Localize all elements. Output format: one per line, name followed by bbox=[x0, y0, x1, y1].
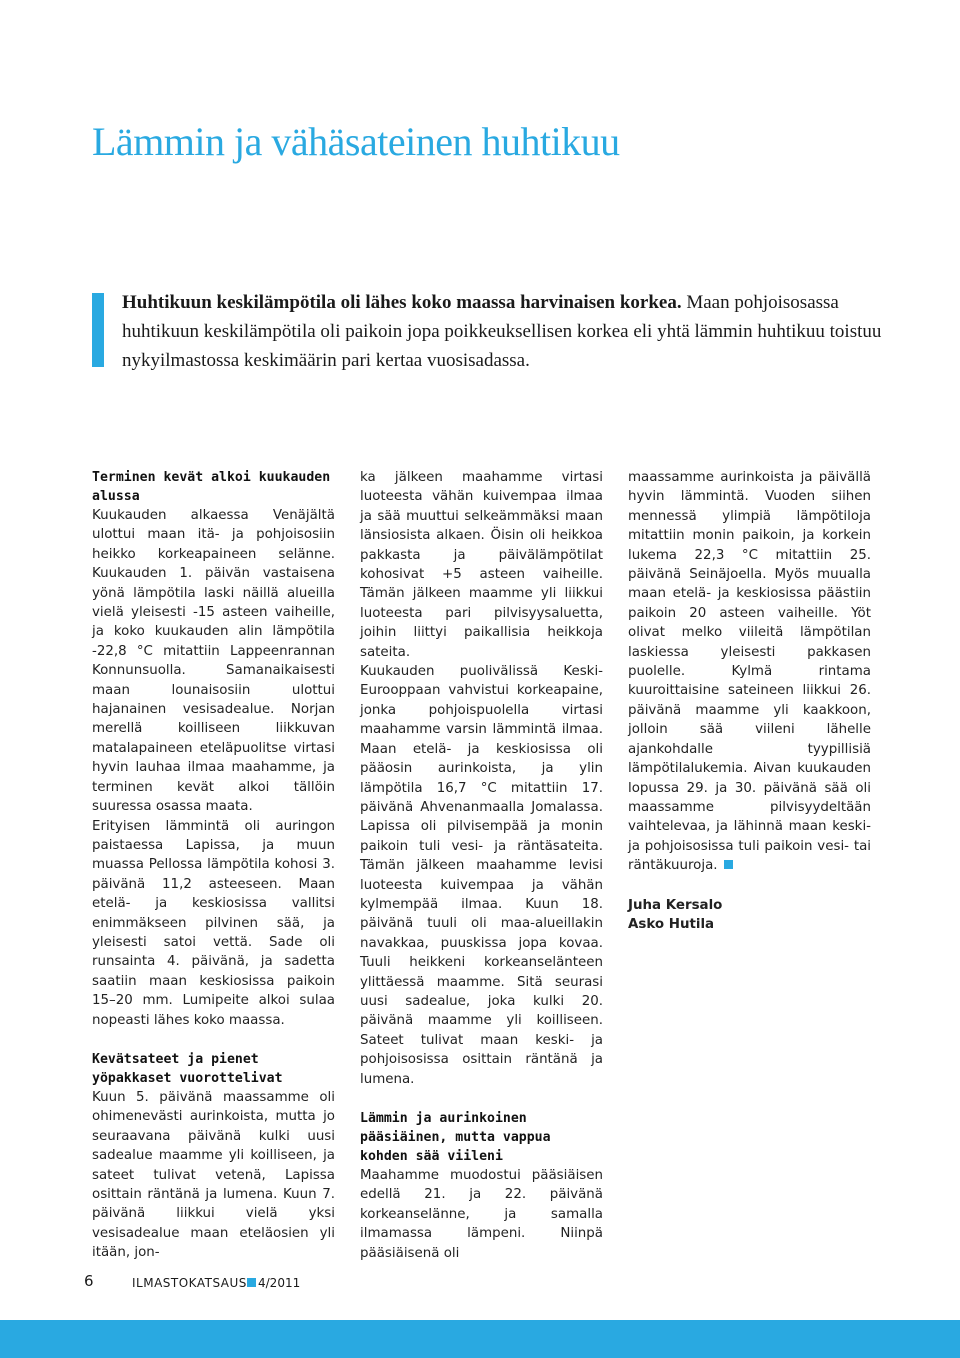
lead-paragraph bbox=[122, 288, 902, 375]
paragraph: Maahamme muodostui pääsiäisen edellä 21. ja 22. päivänä korkeanselänne, ja samalla ilmamassa lämpeni. Niinpä pääsiäisenä oli bbox=[360, 1168, 603, 1261]
end-square-icon bbox=[724, 860, 733, 869]
paragraph: Kuukauden puolivälissä Keski-Eurooppaan vahvistui korkeapaine, jonka pohjoispuolella virtasi maahamme varsin lämmintä ilmaa. Maan etelä- ja keskiosissa oli pääosin aurinkoista, ja ylin lämpötila 16,7 °C mitattiin 17. päivänä Ahvenanmaalla Jomalassa. Lapissa oli pilvisempää ja monin paikoin tuli vesi- ja räntäsateita. Tämän jälkeen maahamme levisi luoteesta kuivempaa ja vähän kylmempää ilmaa. Kuun 18. päivänä tuuli oli maa-alueillakin navakkaa, puuskissa jopa kovaa. Tuuli heikkeni korkeanselänteen ylittäessä maamme. Sitä seurasi uusi sadealue, joka kulki 20. päivänä maamme yli koilliseen. Sateet tulivat maan keski- ja pohjoisosissa osittain räntänä ja lumena. bbox=[360, 664, 603, 1087]
footer-square-icon bbox=[247, 1278, 256, 1287]
section-heading: Kevätsateet ja pienet yöpakkaset vuorottelivat bbox=[92, 1051, 283, 1086]
column-2 bbox=[360, 468, 603, 1263]
paragraph-text: maassamme aurinkoista ja päivällä hyvin lämmintä. Vuoden siihen mennessä ylimpiä lämpötiloja mitattiin monin paikoin, ja korkein lukema 22,3 °C mitattiin 25. päivänä Seinäjoella. Myös muualla maan etelä- ja keskiosissa päästiin paikoin 20 asteen vaiheille. Yöt olivat melko viileitä lämpötilan laskiessa yleisesti pakkasen puolelle. Kylmä rintama kuuroittaisine sateineen liikkui 26. päivänä maamme yli kaakkoon, jolloin sää viileni lähelle ajankohdalle tyypillisiä lämpötilalukemia. Aivan kuukauden lopussa 29. ja 30. päivänä sää oli maassamme pilvisyydeltään vaihtelevaa, ja lähinnä maan keski- ja pohjoisosissa tuli paikoin vesi- tai räntäkuuroja. bbox=[628, 470, 871, 874]
lead-rest: Maan pohjoisosassa huhtikuun keskilämpötila oli paikoin jopa poikkeuksellisen korkea eli yhtä lämmin huhtikuu toistuu nykyilmastossa keskimäärin pari kertaa vuosisadassa. bbox=[122, 292, 882, 371]
page-number: 6 bbox=[84, 1272, 94, 1290]
column-3 bbox=[628, 468, 871, 934]
author-name: Juha Kersalo bbox=[628, 897, 723, 913]
paragraph: Kuukauden alkaessa Venäjältä ulottui maan itä- ja pohjoisosiin heikko korkeapaineen selänne. Kuukauden 1. päivän vastaisena yönä lämpötila laski näillä alueilla vielä yleisesti -15 asteen vaiheille, ja koko kuukauden alin lämpötila -22,8 °C mitattiin Lappeenrannan Konnunsuolla. Samanaikaisesti maan lounaisosiin ulottui hajanainen vesisadealue. Norjan merellä koilliseen liikkuvan matalapaineen eteläpuolitse virtasi hyvin lauhaa ilmaa maahamme, ja terminen kevät alkoi tällöin suuressa osassa maata. bbox=[92, 508, 335, 815]
journal-name: ILMASTOKATSAUS bbox=[132, 1276, 247, 1290]
section-heading: Terminen kevät alkoi kuukauden alussa bbox=[92, 470, 331, 504]
bottom-color-band bbox=[0, 1320, 960, 1358]
section-heading: Lämmin ja aurinkoinen pääsiäinen, mutta vappua kohden sää viileni bbox=[360, 1111, 551, 1164]
lead-bold: Huhtikuun keskilämpötila oli lähes koko maassa harvinaisen korkea. bbox=[122, 292, 682, 313]
paragraph: ka jälkeen maahamme virtasi luoteesta vähän kuivempaa ilmaa ja sää muuttui selkeämmäksi maan länsiosista alkaen. Öisin oli heikkoa pakkasta ja päivälämpötilat kohosivat +5 asteen vaiheille. Tämän jälkeen maamme yli liikkui luoteesta pari pilvisyysaluetta, joihin liittyi paikallisia heikkoja sateita. bbox=[360, 470, 603, 660]
paragraph: Kuun 5. päivänä maassamme oli ohimenevästi aurinkoista, mutta jo seuraavana päivänä kulki uusi sadealue maamme yli koilliseen, ja sateet tulivat vetenä, Lapissa osittain räntänä ja lumena. Kuun 7. päivänä liikkui vielä yksi vesisadealue maan eteläosien yli itään, jon- bbox=[92, 1089, 335, 1261]
paragraph bbox=[628, 468, 871, 876]
column-1 bbox=[92, 468, 335, 1263]
paragraph: Erityisen lämmintä oli auringon paistaessa Lapissa, ja muun muassa Pellossa lämpötila kohosi 3. päivänä 11,2 asteeseen. Maan etelä- ja keskiosissa vallitsi enimmäkseen pilvinen sää, ja yleisesti satoi vettä. Sade oli runsainta 4. päivänä, ja sadetta saatiin maan keskiosissa paikoin 15–20 mm. Lumipeite alkoi sulaa nopeasti lähes koko maassa. bbox=[92, 818, 335, 1028]
issue-number: 4/2011 bbox=[258, 1276, 301, 1290]
page-title: Lämmin ja vähäsateinen huhtikuu bbox=[92, 119, 620, 164]
author-name: Asko Hutila bbox=[628, 916, 715, 932]
lead-accent-bar bbox=[92, 293, 104, 367]
